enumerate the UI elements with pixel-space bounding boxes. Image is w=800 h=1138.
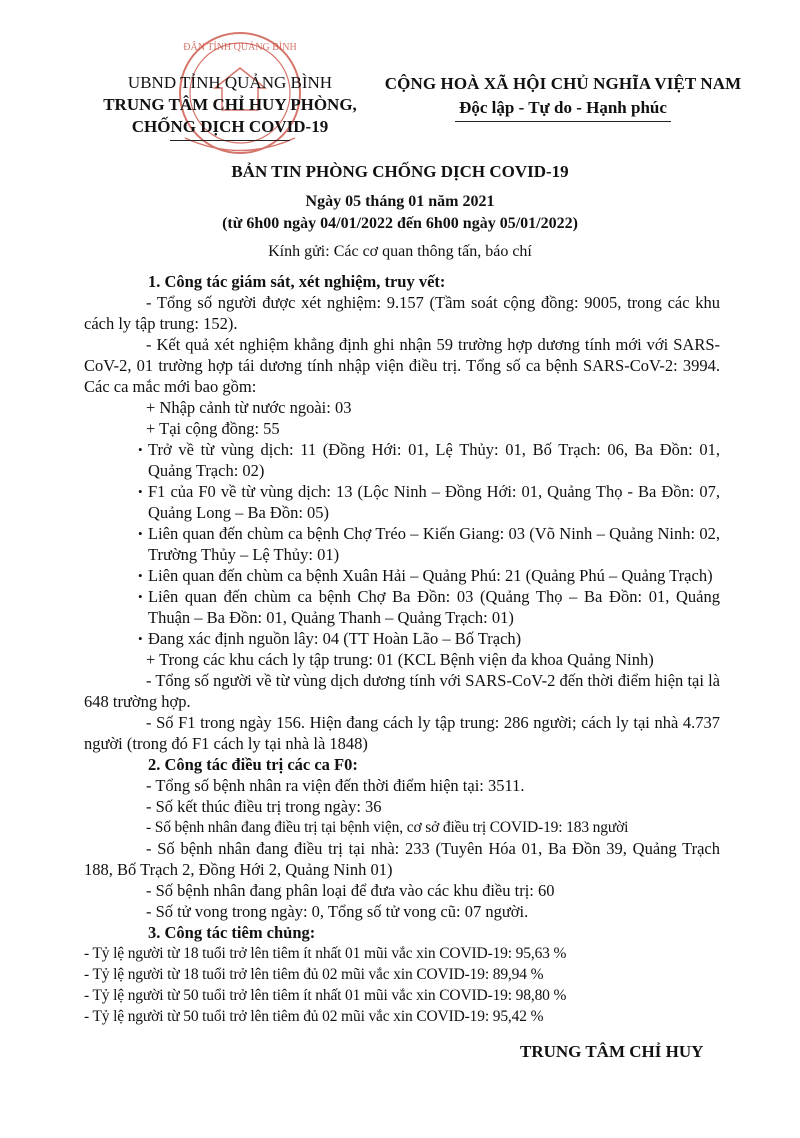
paragraph: - Số F1 trong ngày 156. Hiện đang cách ly tập trung: 286 người; cách ly tại nhà 4.737 người (trong đó F1 cách ly tại nhà là 1848) (84, 713, 720, 753)
list-item: + Nhập cảnh từ nước ngoài: 03 (146, 398, 352, 417)
paragraph: - Số bệnh nhân đang phân loại để đưa vào các khu điều trị: 60 (146, 881, 555, 900)
bullet-item: • Liên quan đến chùm ca bệnh Xuân Hải – Quảng Phú: 21 (Quảng Phú – Quảng Trạch) (84, 565, 720, 586)
paragraph: - Số bệnh nhân đang điều trị tại bệnh viện, cơ sở điều trị COVID-19: 183 người (146, 819, 629, 836)
motto: Độc lập - Tự do - Hạnh phúc (455, 96, 671, 122)
bulletin-period: (từ 6h00 ngày 04/01/2022 đến 6h00 ngày 05/01/2022) (222, 215, 578, 232)
paragraph: - Tổng số bệnh nhân ra viện đến thời điểm hiện tại: 3511. (146, 776, 525, 795)
section-1-heading: 1. Công tác giám sát, xét nghiệm, truy vết: (148, 272, 446, 291)
bullet-item: • Đang xác định nguồn lây: 04 (TT Hoàn Lão – Bố Trạch) (84, 628, 720, 649)
bulletin-date: Ngày 05 tháng 01 năm 2021 (305, 193, 495, 210)
list-item: + Tại cộng đồng: 55 (146, 419, 280, 438)
vaccination-line: - Tỷ lệ người từ 50 tuổi trở lên tiêm đủ 02 mũi vắc xin COVID-19: 95,42 % (84, 1008, 544, 1025)
paragraph: - Tổng số người về từ vùng dịch dương tính với SARS-CoV-2 đến thời điểm hiện tại là 648 trường hợp. (84, 671, 720, 711)
bulletin-title: BẢN TIN PHÒNG CHỐNG DỊCH COVID-19 (231, 162, 569, 181)
org-line-3: CHỐNG DỊCH COVID-19 (131, 117, 329, 136)
org-line-1: UBND TỈNH QUẢNG BÌNH (127, 73, 333, 92)
vaccination-line: - Tỷ lệ người từ 18 tuổi trở lên tiêm đủ 02 mũi vắc xin COVID-19: 89,94 % (84, 966, 544, 983)
paragraph: - Số tử vong trong ngày: 0, Tổng số tử vong cũ: 07 người. (146, 902, 529, 921)
paragraph: - Tổng số người được xét nghiệm: 9.157 (Tầm soát cộng đồng: 9005, trong các khu cách ly tập trung: 152). (84, 293, 720, 333)
vaccination-line: - Tỷ lệ người từ 50 tuổi trở lên tiêm ít nhất 01 mũi vắc xin COVID-19: 98,80 % (84, 987, 567, 1004)
issuing-organization (80, 72, 380, 141)
bullet-item: • Liên quan đến chùm ca bệnh Chợ Ba Đồn: 03 (Quảng Thọ – Ba Đồn: 01, Quảng Thuận – Ba Đồn: 01, Quảng Thanh – Quảng Trạch: 01) (84, 586, 720, 628)
section-2-heading: 2. Công tác điều trị các ca F0: (148, 755, 358, 774)
vaccination-line: - Tỷ lệ người từ 18 tuổi trở lên tiêm ít nhất 01 mũi vắc xin COVID-19: 95,63 % (84, 945, 567, 962)
org-line-2: TRUNG TÂM CHỈ HUY PHÒNG, (103, 95, 357, 114)
bullet-item: • F1 của F0 về từ vùng dịch: 13 (Lộc Ninh – Đồng Hới: 01, Quảng Thọ - Ba Đồn: 07, Quảng Long – Ba Đồn: 05) (84, 481, 720, 523)
paragraph: - Số kết thúc điều trị trong ngày: 36 (146, 797, 382, 816)
paragraph: - Số bệnh nhân đang điều trị tại nhà: 233 (Tuyên Hóa 01, Ba Đồn 39, Quảng Trạch 188, Bố Trạch 2, Đồng Hới 2, Quảng Ninh 01) (84, 839, 720, 879)
paragraph: - Kết quả xét nghiệm khẳng định ghi nhận 59 trường hợp dương tính mới với SARS-CoV-2, 01 trường hợp tái dương tính nhập viện điều trị. Tổng số ca bệnh SARS-CoV-2: 3994. Các ca mắc mới bao gồm: (84, 335, 720, 396)
list-item: + Trong các khu cách ly tập trung: 01 (KCL Bệnh viện đa khoa Quảng Ninh) (146, 650, 654, 669)
national-motto (368, 72, 758, 122)
recipient-line: Kính gửi: Các cơ quan thông tấn, báo chí (268, 243, 532, 260)
org-underline (170, 140, 290, 141)
national-title: CỘNG HOÀ XÃ HỘI CHỦ NGHĨA VIỆT NAM (384, 74, 742, 93)
bullet-item: • Trở về từ vùng dịch: 11 (Đồng Hới: 01, Lệ Thủy: 01, Bố Trạch: 06, Ba Đồn: 01, Quảng Trạch: 02) (84, 439, 720, 481)
signature-block: TRUNG TÂM CHỈ HUY (520, 1042, 704, 1061)
svg-text:ĐÂN TỈNH QUẢNG BÌNH: ĐÂN TỈNH QUẢNG BÌNH (183, 42, 297, 53)
section-3-heading: 3. Công tác tiêm chủng: (148, 923, 316, 942)
bullet-item: • Liên quan đến chùm ca bệnh Chợ Tréo – Kiến Giang: 03 (Võ Ninh – Quảng Ninh: 02, Trường Thủy – Lệ Thủy: 01) (84, 523, 720, 565)
bulletin-body (84, 271, 720, 1027)
